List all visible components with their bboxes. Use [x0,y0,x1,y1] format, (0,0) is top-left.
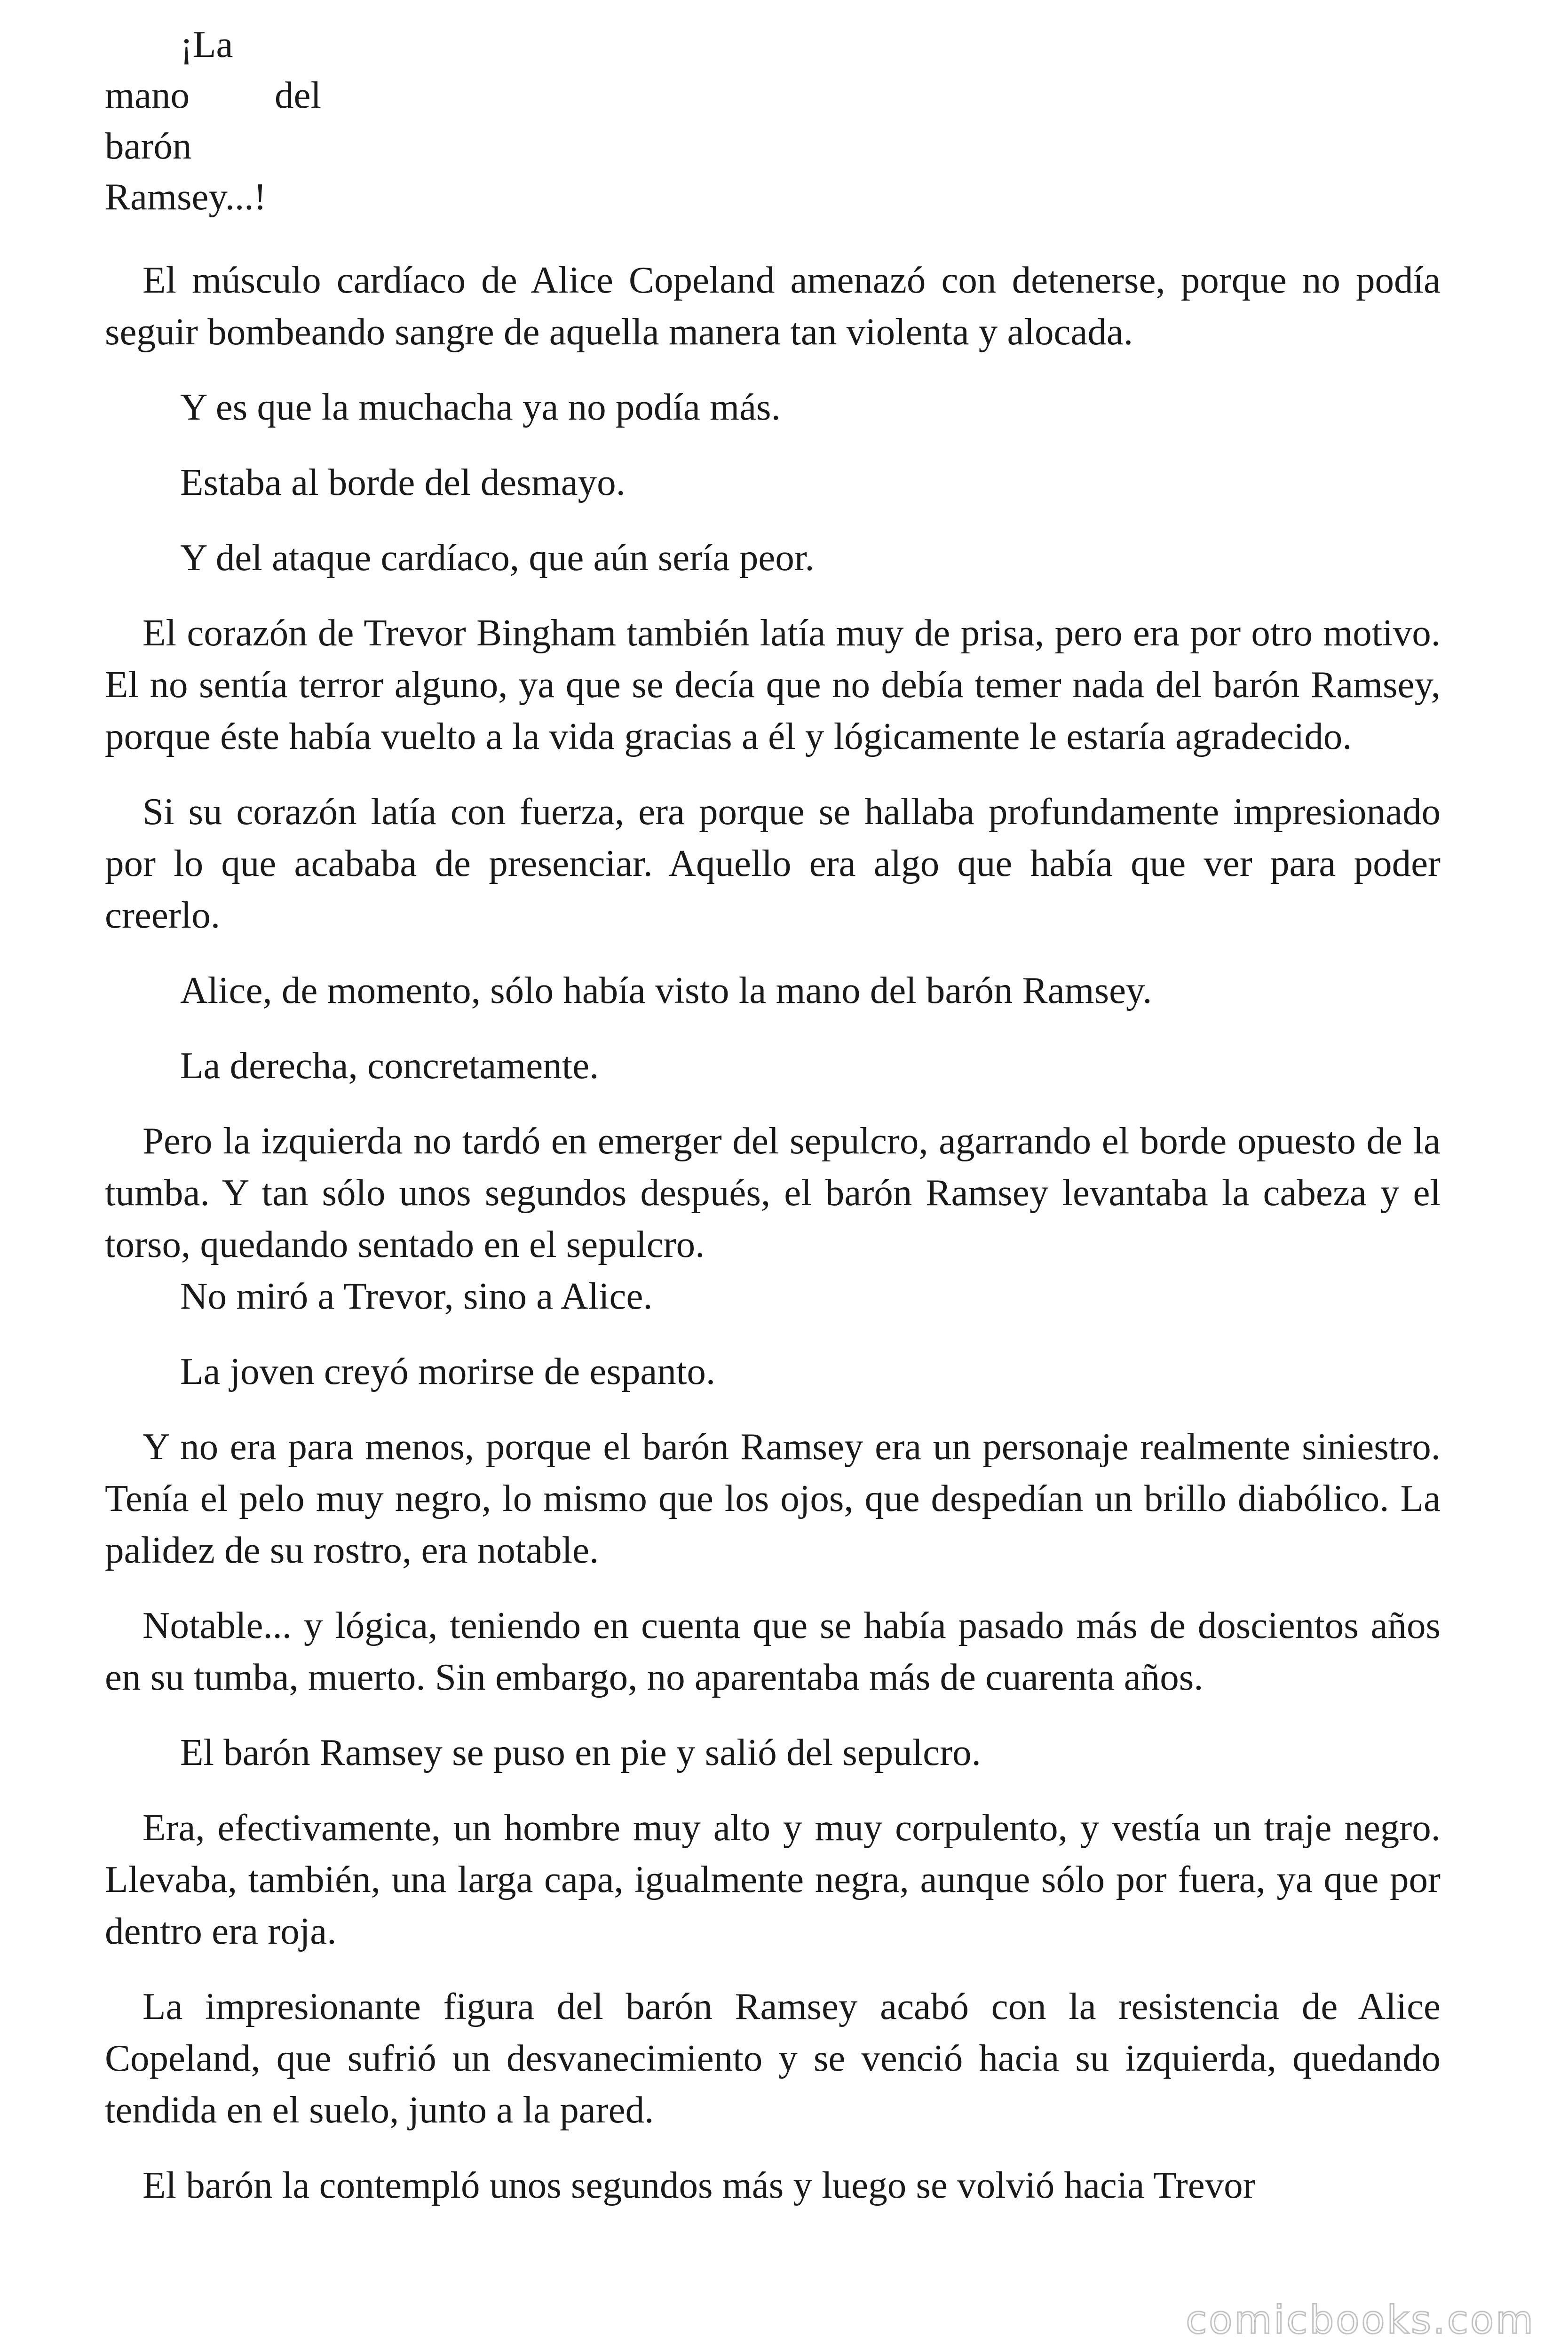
opening-exclamation [105,19,331,222]
paragraph: Notable... y lógica, teniendo en cuenta que se había pasado más de doscientos años en su tumba, muerto. Sin embargo, no aparentaba más de cuarenta años. [105,1604,1441,1698]
watermark: comicbooks.com [1186,2298,1535,2343]
heading-line-4: Ramsey...! [105,175,267,218]
paragraph: El corazón de Trevor Bingham también latía muy de prisa, pero era por otro motivo. El no sentía terror alguno, ya que se decía que no debía temer nada del barón Ramsey, porque éste había vuelto a la vida gracias a él y lógicamente le estaría agradecido. [105,612,1441,757]
paragraph: No miró a Trevor, sino a Alice. [180,1275,653,1317]
paragraph: Y es que la muchacha ya no podía más. [180,386,781,428]
body-text [105,254,1441,2211]
paragraph: El músculo cardíaco de Alice Copeland amenazó con detenerse, porque no podía seguir bombeando sangre de aquella manera tan violenta y alocada. [105,259,1441,353]
paragraph: Era, efectivamente, un hombre muy alto y muy corpulento, y vestía un traje negro. Llevaba, también, una larga capa, igualmente negra, aunque sólo por fuera, ya que por dentro era roja. [105,1806,1441,1952]
paragraph: La impresionante figura del barón Ramsey acabó con la resistencia de Alice Copeland, que sufrió un desvanecimiento y se venció hacia su izquierda, quedando tendida en el suelo, junto a la pared. [105,1985,1441,2131]
paragraph: Y del ataque cardíaco, que aún sería peor. [180,536,815,579]
paragraph: La derecha, concretamente. [180,1044,599,1087]
paragraph: La joven creyó morirse de espanto. [180,1350,716,1392]
paragraph: Alice, de momento, sólo había visto la mano del barón Ramsey. [180,969,1152,1011]
heading-line-3: barón [105,125,192,167]
paragraph: Pero la izquierda no tardó en emerger del sepulcro, agarrando el borde opuesto de la tumba. Y tan sólo unos segundos después, el barón Ramsey levantaba la cabeza y el torso, quedando sentado en el sepulcro. [105,1120,1441,1265]
paragraph: Si su corazón latía con fuerza, era porque se hallaba profundamente impresionado por lo que acababa de presenciar. Aquello era algo que había que ver para poder creerlo. [105,790,1441,936]
heading-line-2 [105,70,321,120]
paragraph: El barón Ramsey se puso en pie y salió del sepulcro. [180,1731,981,1773]
heading-word-del: del [275,74,321,116]
paragraph: El barón la contempló unos segundos más y luego se volvió hacia Trevor [143,2164,1256,2206]
paragraph: Y no era para menos, porque el barón Ramsey era un personaje realmente siniestro. Tenía el pelo muy negro, lo mismo que los ojos, que despedían un brillo diabólico. La palidez de su rostro, era notable. [105,1425,1441,1571]
paragraph: Estaba al borde del desmayo. [180,461,626,503]
heading-word-mano: mano [105,74,190,116]
heading-line-1: ¡La [180,23,233,65]
